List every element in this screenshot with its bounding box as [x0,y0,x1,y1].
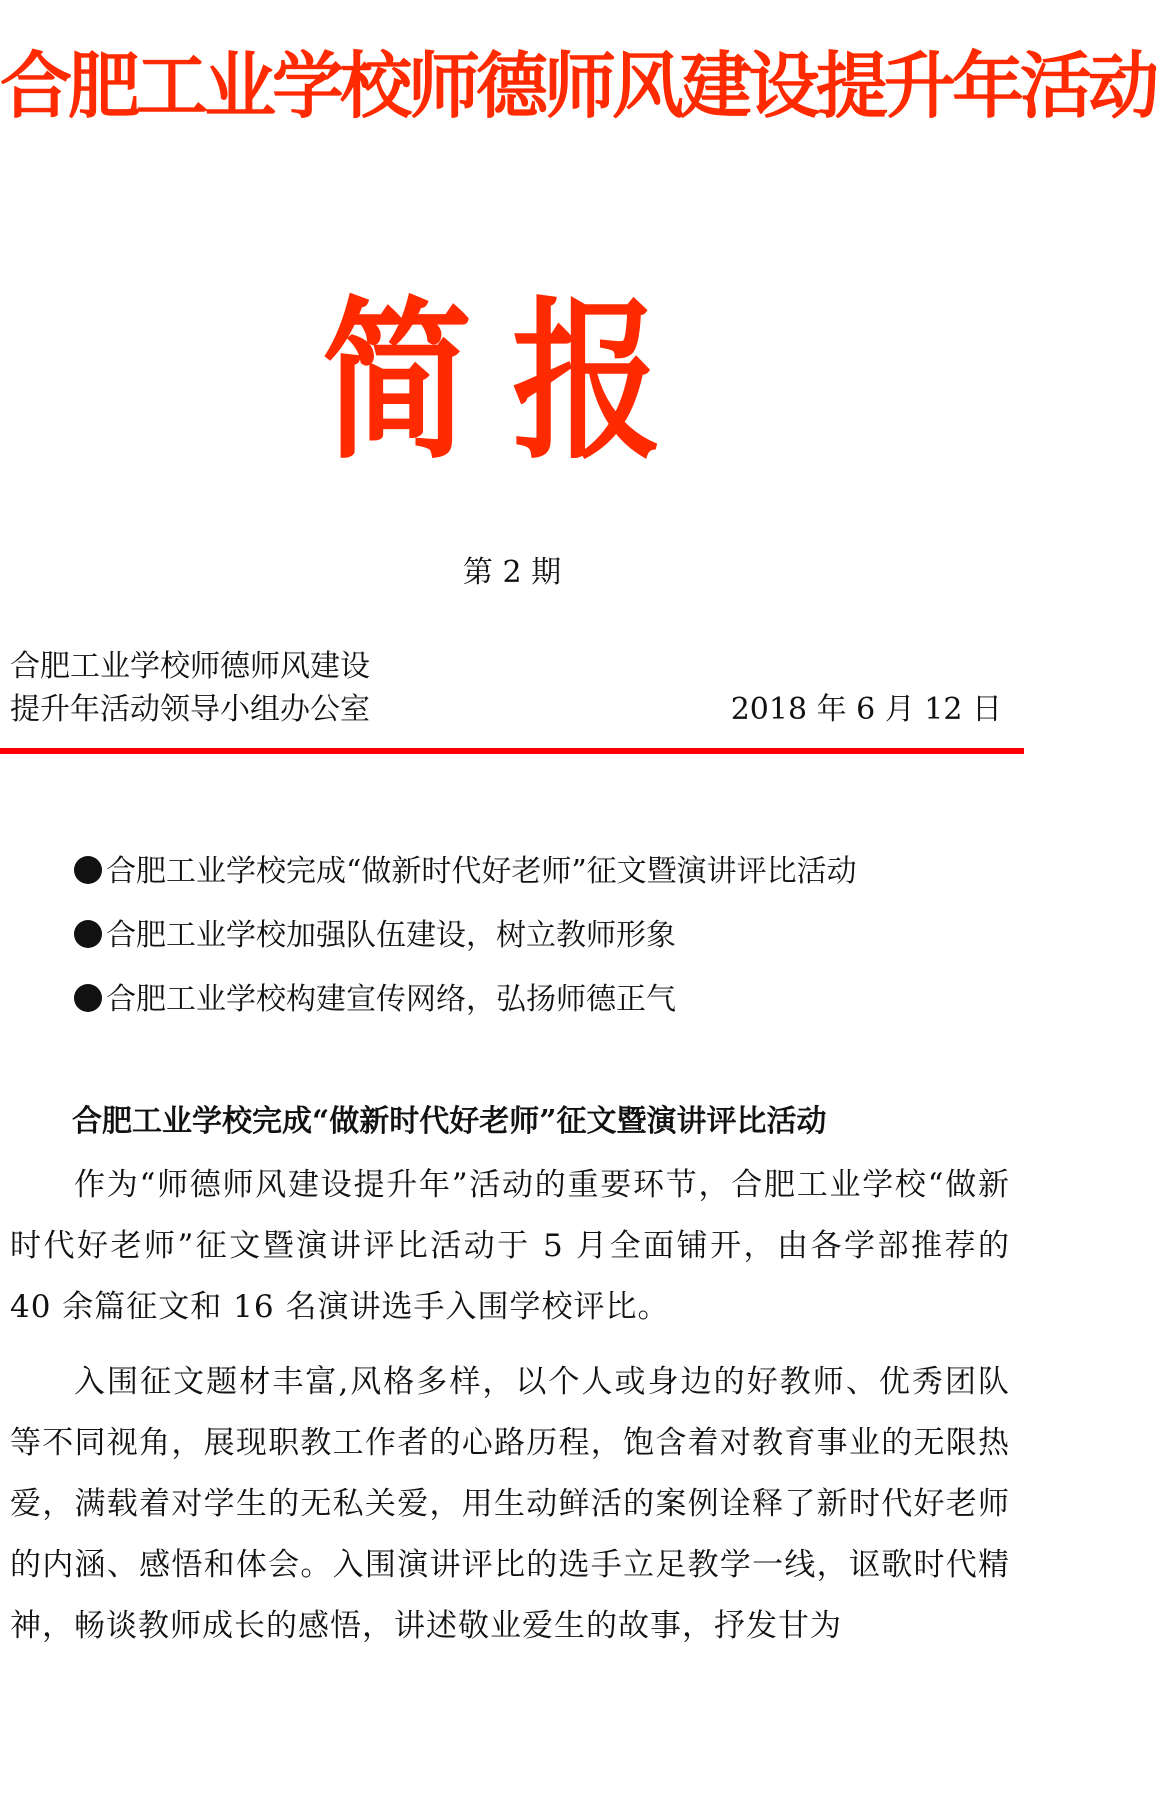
bulletin-heading: 简报 [321,282,702,484]
headline-item [74,904,857,968]
issue-number: 第 2 期 [462,555,562,590]
headline-text: 合肥工业学校构建宣传网络，弘扬师德正气 [106,982,676,1017]
headline-text: 合肥工业学校完成“做新时代好老师”征文暨演讲评比活动 [106,854,857,889]
issue-date: 2018 年 6 月 12 日 [730,692,1002,727]
bullet-dot-icon [74,920,102,948]
red-divider [0,748,1024,754]
headline-item [74,968,857,1032]
bullet-dot-icon [74,984,102,1012]
headline-item [74,840,857,904]
bullet-dot-icon [74,856,102,884]
article-paragraph: 入围征文题材丰富,风格多样，以个人或身边的好教师、优秀团队等不同视角，展现职教工作者的心路历程，饱含着对教育事业的无限热爱，满载着对学生的无私关爱，用生动鲜活的案例诠释了新时代好老师的内涵、感悟和体会。入围演讲评比的选手立足教学一线，讴歌时代精神，畅谈教师成长的感悟，讲述敬业爱生的故事，抒发甘为 [10,1364,1010,1644]
headline-list [74,840,857,1032]
article-title: 合肥工业学校完成“做新时代好老师”征文暨演讲评比活动 [72,1104,827,1139]
article-paragraph: 作为“师德师风建设提升年”活动的重要环节，合肥工业学校“做新时代好老师”征文暨演讲评比活动于 5 月全面铺开，由各学部推荐的 40 余篇征文和 16 名演讲选手入围学校评比。 [10,1167,1010,1325]
issuer-line-1: 合肥工业学校师德师风建设 [10,649,370,684]
masthead-title: 合肥工业学校师德师风建设提升年活动 [0,44,1156,128]
issuer-line-2: 提升年活动领导小组办公室 [10,692,370,727]
headline-text: 合肥工业学校加强队伍建设，树立教师形象 [106,918,676,953]
